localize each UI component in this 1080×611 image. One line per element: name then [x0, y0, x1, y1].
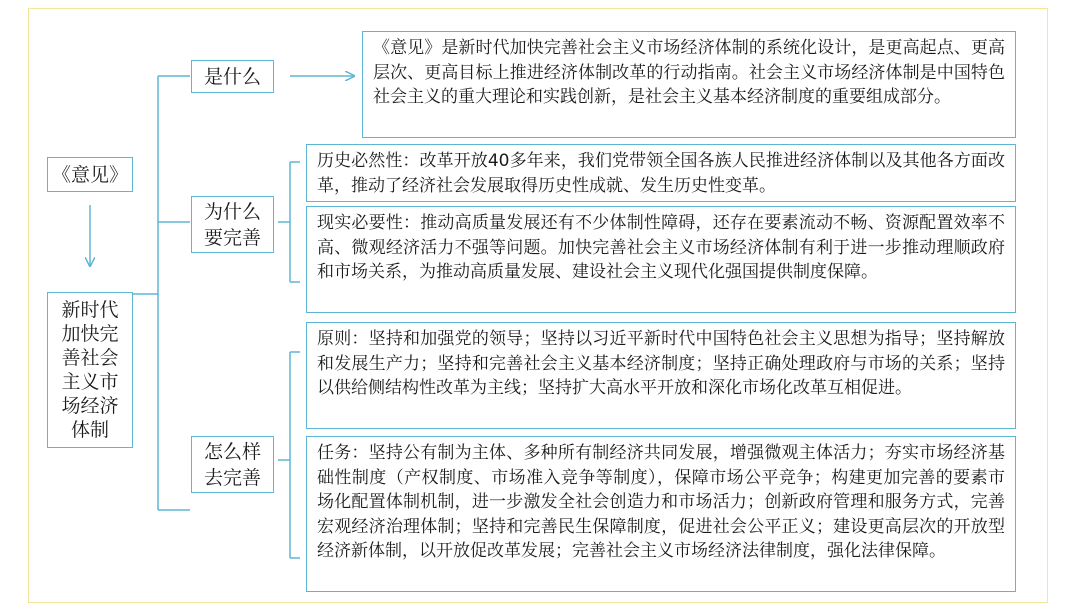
how-tasks: 任务：坚持公有制为主体、多种所有制经济共同发展，增强微观主体活力；夯实市场经济基础性制度（产权制度、市场准入竞争等制度），保障市场公平竞争；构建更加完善的要素市场化配置体制机制，进一步激发全社会创造力和市场活力；创新政府管理和服务方式，完善宏观经济治理体制；坚持和完善民生保障制度，促进社会公平正义；建设更高层次的开放型经济新体制，以开放促改革发展；完善社会主义市场经济法律制度，强化法律保障。 [317, 443, 1005, 561]
why-reality-box [306, 206, 1016, 313]
root-title: 《意见》 [52, 163, 129, 186]
how-label: 怎么样去完善 [203, 440, 261, 489]
why-reality: 现实必要性：推动高质量发展还有不少体制性障碍，还存在要素流动不畅、资源配置效率不高、微观经济活力不强等问题。加快完善社会主义市场经济体制有利于进一步推动理顺政府和市场关系，为推动高质量发展、建设社会主义现代化强国提供制度保障。 [317, 213, 1005, 282]
how-principles-box [306, 322, 1016, 429]
subject-text: 新时代加快完善社会主义市场经济体制 [61, 299, 119, 441]
how-principles: 原则：坚持和加强党的领导；坚持以习近平新时代中国特色社会主义思想为指导；坚持解放和发展生产力；坚持和完善社会主义基本经济制度；坚持正确处理政府与市场的关系；坚持以供给侧结构性改革为主线；坚持扩大高水平开放和深化市场化改革互相促进。 [317, 329, 1005, 398]
why-label-box [191, 196, 274, 253]
what-content: 《意见》是新时代加快完善社会主义市场经济体制的系统化设计，是更高起点、更高层次、更高目标上推进经济体制改革的行动指南。社会主义市场经济体制是中国特色社会主义的重大理论和实践创新，是社会主义基本经济制度的重要组成部分。 [373, 38, 1005, 107]
how-tasks-box [306, 436, 1016, 592]
why-history-box [306, 144, 1016, 202]
what-content-box [362, 31, 1016, 138]
what-label: 是什么 [203, 65, 261, 88]
root-title-box [47, 157, 133, 192]
why-history: 历史必然性：改革开放40多年来，我们党带领全国各族人民推进经济体制以及其他各方面改革，推动了经济社会发展取得历史性成就、发生历史性变革。 [317, 151, 1005, 196]
subject-box [47, 292, 133, 448]
how-label-box [191, 436, 274, 493]
what-label-box [191, 60, 274, 93]
why-label: 为什么要完善 [203, 200, 261, 249]
